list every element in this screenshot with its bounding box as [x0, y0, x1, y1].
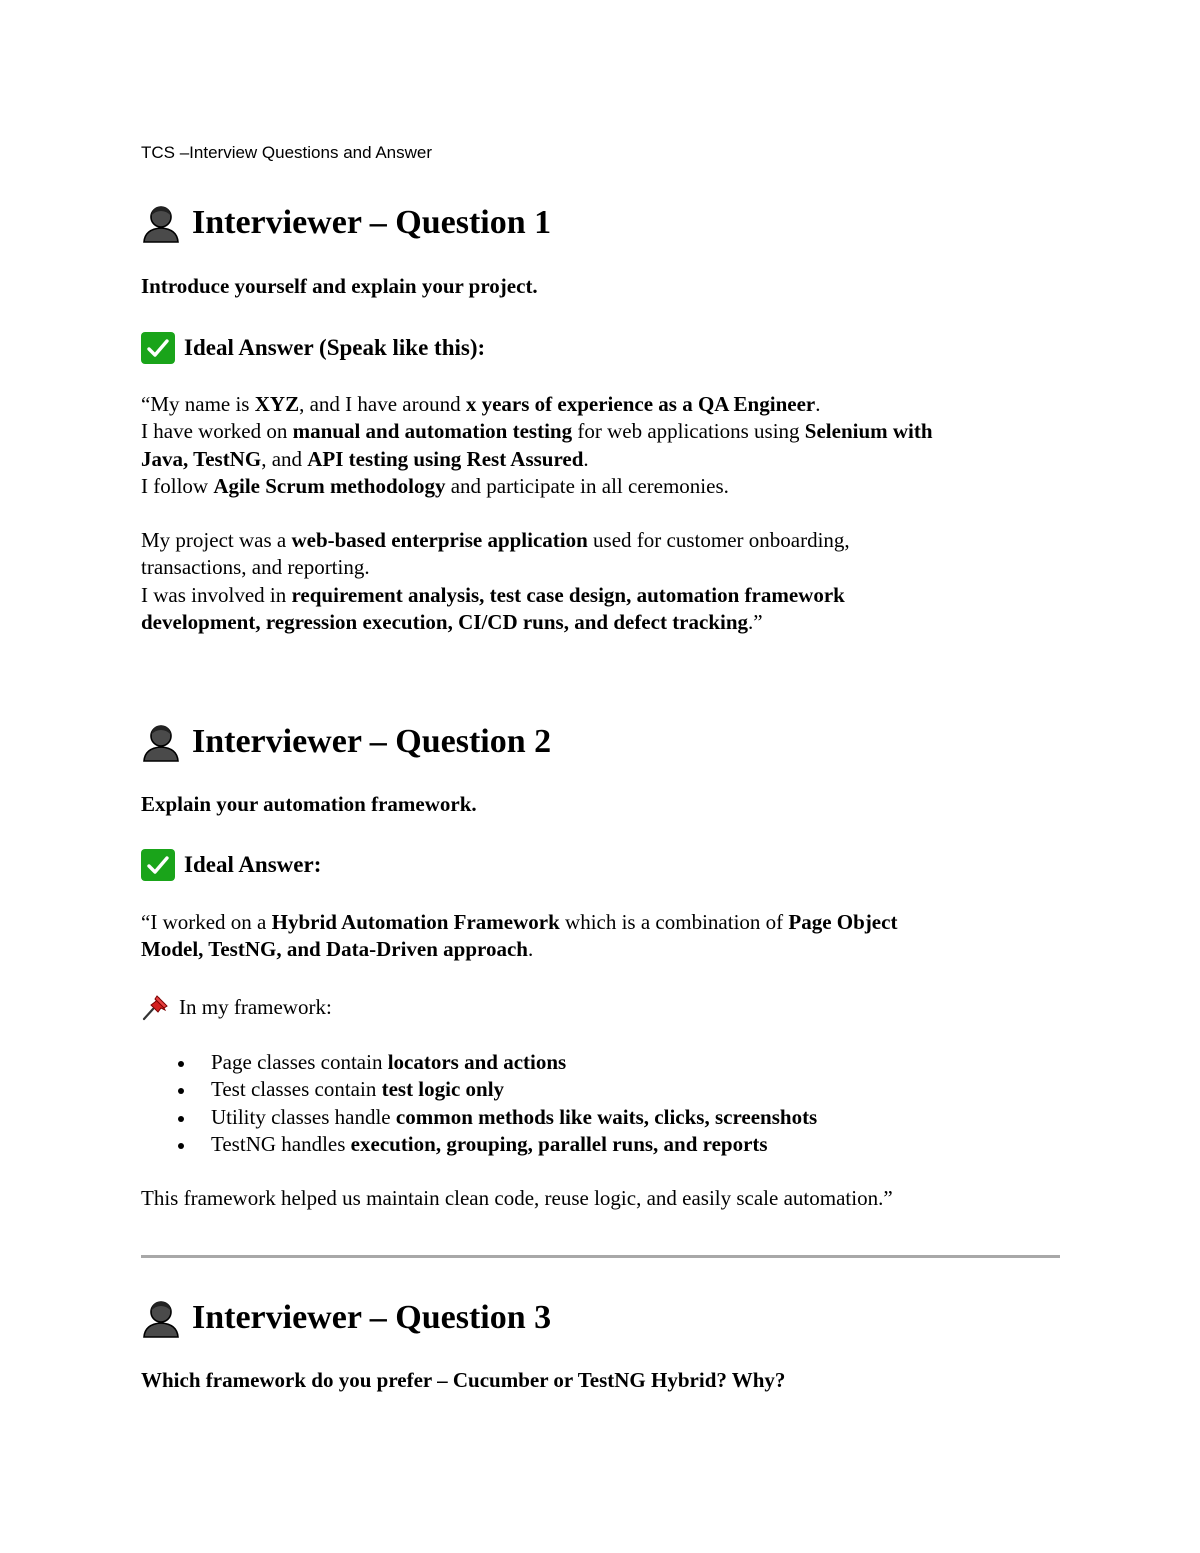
bold-text: Page Object: [788, 910, 898, 934]
text-run: transactions, and reporting.: [141, 555, 370, 580]
text-run: I have worked on: [141, 419, 293, 444]
text-run: .: [583, 446, 589, 471]
text-line: [141, 527, 1061, 554]
text-run: Utility classes handle: [211, 1104, 396, 1129]
section-divider: [141, 1255, 1060, 1258]
text-run: , and: [261, 446, 308, 471]
bold-text: x years of experience as a QA Engineer: [465, 392, 816, 416]
bold-text: requirement analysis, test case design, automation framework: [291, 582, 845, 607]
bold-text: Java, TestNG: [141, 446, 262, 471]
answer-2-closing: [141, 1185, 1061, 1212]
bold-text: common methods like waits, clicks, screenshots: [395, 1104, 818, 1129]
text-run: for web applications using: [572, 419, 805, 444]
list-item: [141, 1076, 817, 1103]
text-run: I was involved in: [141, 582, 292, 607]
framework-bullets: [141, 1049, 817, 1158]
person-silhouette-icon: [141, 203, 181, 243]
text-line: [141, 609, 1061, 636]
question-2-title: Interviewer – Question 2: [192, 723, 552, 760]
text-run: My project was a: [141, 528, 292, 552]
question-2-text: Explain your automation framework.: [141, 792, 477, 816]
bold-text: development, regression execution, CI/CD runs, and defect tracking: [141, 609, 749, 634]
text-line: [141, 391, 1061, 418]
answer-2-heading-text: Ideal Answer:: [184, 852, 322, 877]
bold-text: Selenium with: [804, 419, 933, 444]
bold-text: web-based enterprise application: [291, 528, 588, 552]
text-run: which is a combination of: [559, 910, 789, 934]
question-2-heading: [141, 722, 551, 762]
text-line: [141, 473, 1061, 500]
pushpin-icon: [141, 992, 171, 1022]
answer-1-heading-text: Ideal Answer (Speak like this):: [184, 335, 486, 360]
text-run: .: [527, 937, 534, 962]
text-run: Test classes contain: [211, 1077, 382, 1102]
bold-text: test logic only: [381, 1077, 505, 1102]
bold-text: execution, grouping, parallel runs, and reports: [350, 1131, 768, 1156]
check-mark-icon: [141, 332, 175, 364]
text-run: and participate in all ceremonies.: [445, 473, 729, 498]
text-run: I follow: [141, 473, 214, 498]
text-line: [141, 582, 1061, 609]
text-run: “I worked on a: [141, 910, 272, 934]
check-mark-icon: [141, 849, 175, 881]
answer-1-project: [141, 527, 1061, 636]
answer-2-heading: [141, 849, 321, 881]
text-run: Page classes contain: [211, 1050, 388, 1074]
text-run: used for customer onboarding,: [587, 528, 850, 552]
bold-text: XYZ: [254, 392, 300, 416]
answer-1-heading: [141, 332, 485, 364]
answer-2-intro: [141, 909, 1061, 964]
document-header: TCS –Interview Questions and Answer: [141, 143, 433, 162]
text-run: , and I have around: [299, 392, 466, 416]
answer-1-intro: [141, 391, 1061, 500]
question-1-title: Interviewer – Question 1: [192, 204, 552, 241]
text-line: [141, 554, 1061, 581]
bold-text: manual and automation testing: [292, 419, 573, 444]
list-item: [141, 1131, 817, 1158]
text-line: [141, 446, 1061, 473]
question-3-heading: [141, 1298, 551, 1338]
bold-text: locators and actions: [387, 1050, 567, 1074]
question-3-text: Which framework do you prefer – Cucumber or TestNG Hybrid? Why?: [141, 1368, 786, 1392]
bold-text: Hybrid Automation Framework: [271, 910, 560, 934]
bold-text: Agile Scrum methodology: [213, 473, 446, 498]
text-run: TestNG handles: [211, 1131, 351, 1156]
question-1-heading: [141, 203, 551, 243]
text-run: .”: [748, 609, 763, 634]
framework-note-label: In my framework:: [179, 994, 332, 1019]
question-3-title: Interviewer – Question 3: [192, 1299, 552, 1336]
bold-text: Model, TestNG, and Data-Driven approach: [141, 937, 528, 962]
person-silhouette-icon: [141, 1298, 181, 1338]
text-line: [141, 418, 1061, 445]
question-1-text: Introduce yourself and explain your project.: [141, 274, 538, 298]
answer-2-closing-text: This framework helped us maintain clean code, reuse logic, and easily scale automation.”: [141, 1186, 893, 1210]
list-item: [141, 1049, 817, 1076]
framework-note: [141, 992, 332, 1022]
text-run: .: [815, 392, 821, 416]
bold-text: API testing using Rest Assured: [307, 446, 584, 471]
text-line: [141, 936, 1061, 963]
list-item: [141, 1104, 817, 1131]
person-silhouette-icon: [141, 722, 181, 762]
text-run: “My name is: [141, 392, 255, 416]
text-line: [141, 909, 1061, 936]
